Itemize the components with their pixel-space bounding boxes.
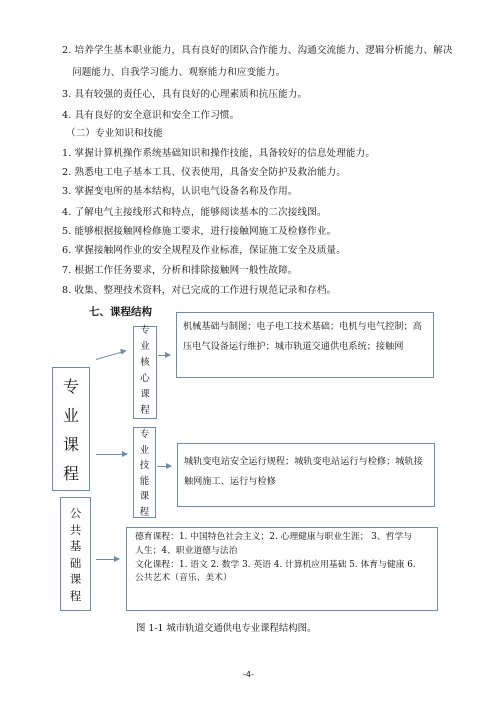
skill-5: 5. 能够根据接触网检修施工要求，进行接触网施工及检修作业。 — [62, 226, 337, 237]
public-courses-box — [60, 497, 91, 611]
major-courses-box — [52, 367, 90, 491]
skill-courses-content: 城轨变电站安全运行规程；城轨变电站运行与检修；城轨接触网施工、运行与检修 — [184, 456, 423, 487]
public-courses-content: 德育课程：1. 中国特色社会主义；2. 心理健康与职业生涯； 3、哲学与 人生；4、职业道德与法治 文化课程：1. 语文 2. 数学 3. 英语 4. 计算机应用基础 5. 体育与健康 6. 公共艺术（音乐、美术） — [135, 532, 416, 584]
skill-courses-label: 专 业 技 能 课 程 — [139, 429, 150, 518]
core-courses-box — [133, 326, 157, 419]
item-2-line-1: 2. 培养学生基本职业能力，具有良好的团队合作能力、沟通交流能力、逻辑分析能力、解决 — [62, 45, 453, 56]
skill-4: 4. 了解电气主接线形式和特点，能够阅读基本的二次接线图。 — [62, 207, 327, 218]
page-number: -4- — [243, 670, 254, 679]
skill-6: 6. 掌握接触网作业的安全规程及作业标准，保证施工安全及质量。 — [62, 245, 346, 256]
skill-1: 1. 掌握计算机操作系统基础知识和操作技能，具备较好的信息处理能力。 — [62, 148, 376, 159]
item-4: 4. 具有良好的安全意识和安全工作习惯。 — [62, 110, 240, 121]
skill-courses-content-box — [177, 443, 435, 507]
public-courses-content-box — [126, 527, 438, 611]
core-courses-content: 机械基础与制图；电子电工技术基础；电机与电气控制；高压电气设备运行维护；城市轨道交通供电系统；接触网 — [183, 321, 422, 352]
arrow-core-to-courses — [158, 355, 170, 356]
arrow-skill-to-courses — [157, 466, 171, 467]
major-courses-label: 专 业 课 程 — [62, 377, 79, 483]
skill-8: 8. 收集、整理技术资料，对已完成的工作进行规范记录和存档。 — [62, 285, 337, 296]
skill-7: 7. 根据工作任务要求，分析和排除接触网一般性故障。 — [62, 265, 298, 276]
item-3: 3. 具有较强的责任心，具有良好的心理素质和抗压能力。 — [62, 89, 308, 100]
arrow-public-to-content — [96, 559, 119, 560]
core-courses-label: 专 业 核 心 课 程 — [140, 325, 150, 416]
arrow-major-to-skill — [96, 454, 127, 455]
arrow-major-to-core — [96, 350, 126, 360]
skill-3: 3. 掌握变电所的基本结构，认识电气设备名称及作用。 — [62, 186, 298, 197]
section-title: （二）专业知识和技能 — [66, 128, 163, 139]
skill-courses-box — [133, 427, 156, 518]
figure-caption: 图 1-1 城市轨道交通供电专业课程结构图。 — [136, 623, 317, 634]
public-courses-label: 公 共 基 础 课 程 — [69, 506, 82, 603]
core-courses-content-box — [176, 312, 434, 378]
chapter-title: 七、课程结构 — [89, 306, 152, 318]
skill-2: 2. 熟悉电工电子基本工具、仪表使用，具备安全防护及救治能力。 — [62, 167, 346, 178]
item-2-line-2: 问题能力、自我学习能力、观察能力和应变能力。 — [72, 67, 286, 78]
